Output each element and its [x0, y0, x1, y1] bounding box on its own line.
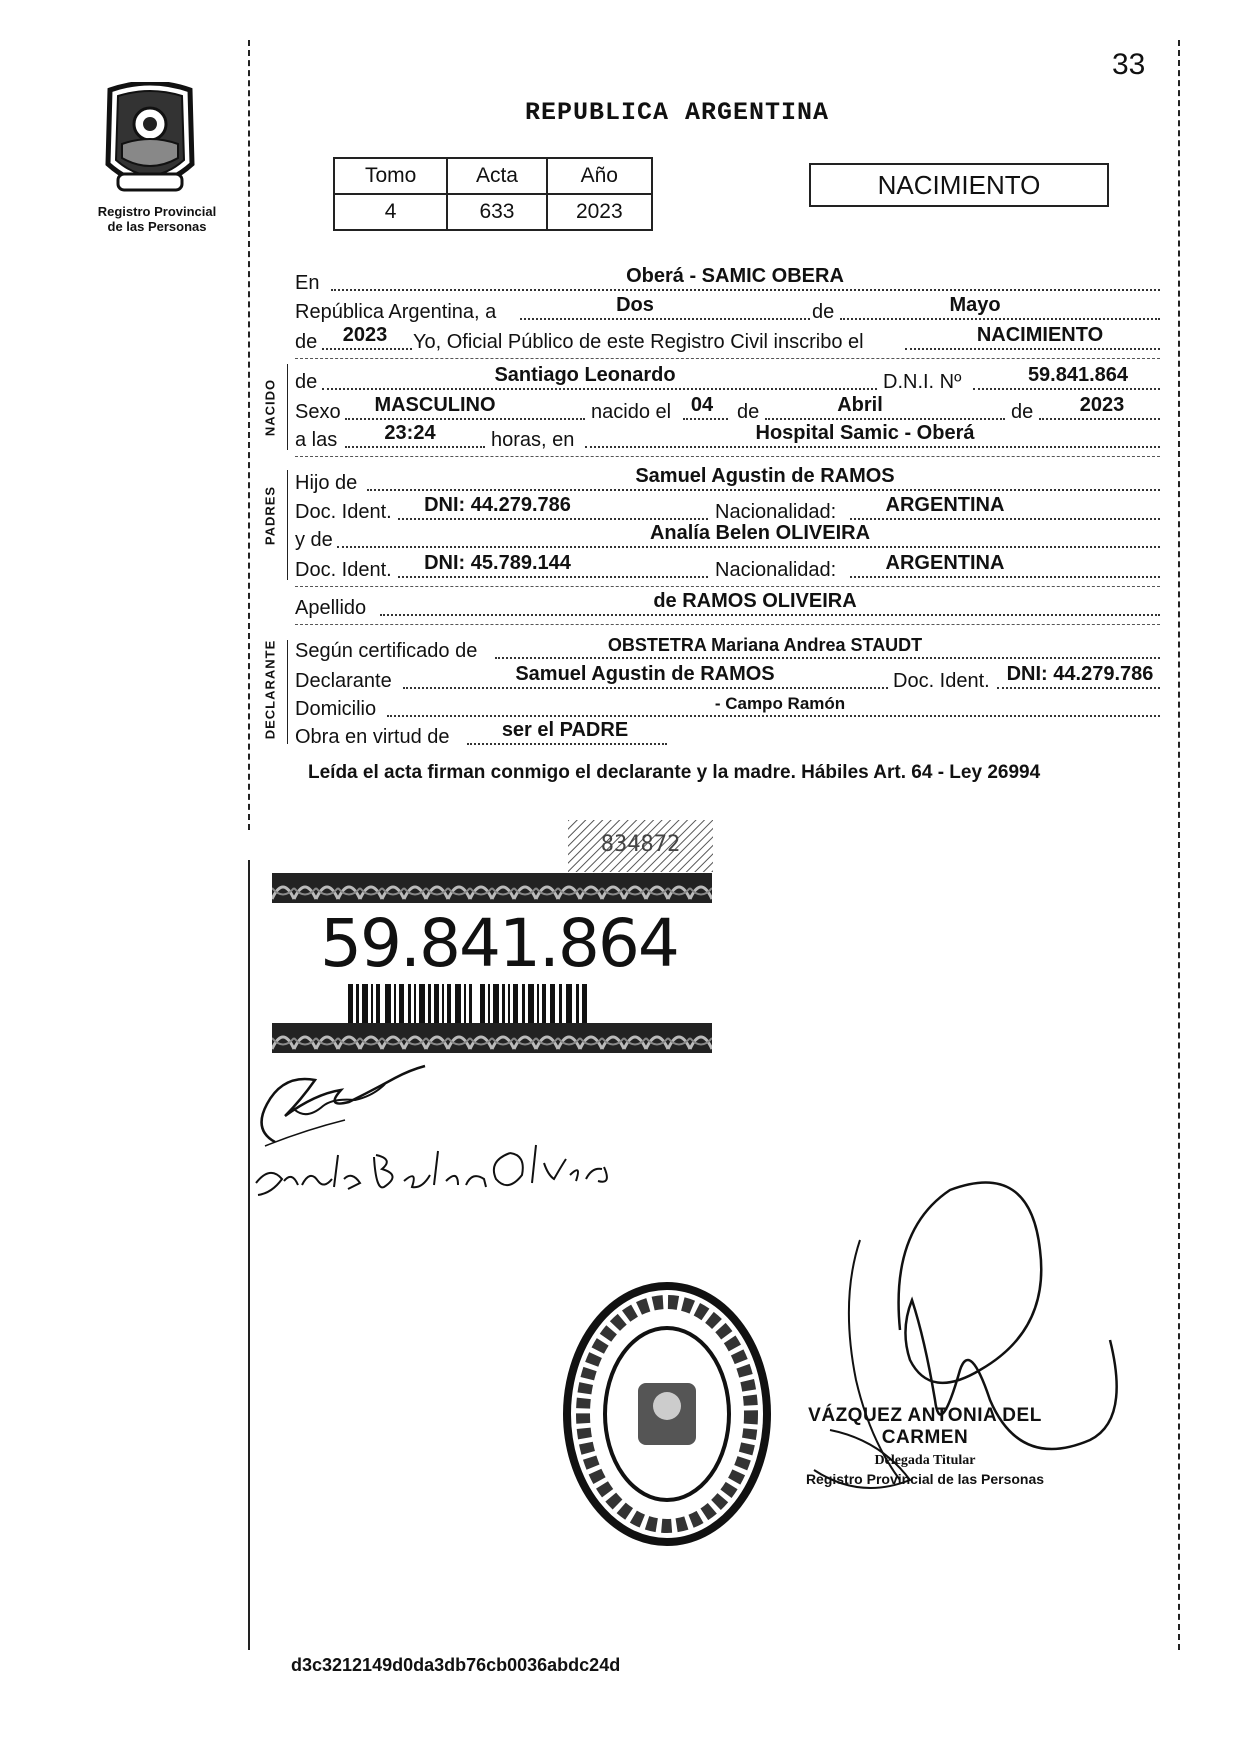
value-father-name: Samuel Agustin de RAMOS [635, 465, 895, 487]
header-tomo: Tomo [334, 158, 447, 194]
value-by-virtue-of: ser el PADRE [501, 719, 629, 741]
label-en: En [295, 272, 320, 294]
label-sexo: Sexo [295, 401, 341, 423]
value-child-name: Santiago Leonardo [494, 364, 676, 386]
row-mother-doc [295, 552, 1160, 585]
label-de-2: de [295, 331, 318, 353]
label-nacionalidad-2: Nacionalidad: [715, 559, 837, 581]
section-bar-nacido [287, 364, 288, 450]
sticker-band-top [272, 873, 712, 903]
value-acta: 633 [447, 194, 546, 230]
row-declarant [295, 663, 1160, 696]
province-emblem-logo [100, 82, 200, 200]
value-mother-name: Analía Belen OLIVEIRA [649, 522, 871, 544]
label-apellido: Apellido [295, 597, 367, 619]
mother-signature [252, 1135, 612, 1205]
stamp-code: 834872 [600, 832, 681, 857]
security-stamp [568, 820, 713, 872]
row-certificate [295, 636, 1160, 666]
section-bar-padres [287, 470, 288, 580]
official-role: Delegada Titular [874, 1453, 976, 1468]
section-label-padres: PADRES [262, 485, 278, 546]
row-time-place [295, 422, 1160, 455]
value-year: 2023 [342, 324, 388, 346]
row-registration [295, 324, 1160, 357]
record-type-box: NACIMIENTO [809, 163, 1109, 207]
official-block [790, 1405, 1060, 1487]
left-margin-line-lower [248, 860, 250, 1650]
registry-name-line1: Registro Provincial [97, 204, 217, 219]
value-month: Mayo [949, 294, 1001, 316]
label-yo: Yo, Oficial Público de este Registro Civil inscribo el [413, 331, 864, 353]
label-nacionalidad-1: Nacionalidad: [715, 501, 837, 523]
page-number: 33 [1112, 48, 1146, 81]
section-bar-declarante [287, 640, 288, 744]
row-child-name [295, 364, 1160, 397]
label-a-las: a las [295, 429, 338, 451]
label-de-4: de [737, 401, 760, 423]
value-day-words: Dos [616, 294, 654, 316]
right-margin-line [1178, 40, 1180, 1650]
section-label-nacido: NACIDO [262, 378, 278, 437]
registry-seal [560, 1278, 775, 1550]
value-child-dni: 59.841.864 [1027, 364, 1129, 386]
registry-name-line2: de las Personas [107, 219, 207, 234]
label-obra: Obra en virtud de [295, 726, 450, 748]
value-record-kind: NACIMIENTO [976, 324, 1104, 346]
value-anio: 2023 [547, 194, 652, 230]
label-horas-en: horas, en [491, 429, 575, 451]
label-doc-ident-3: Doc. Ident. [893, 670, 990, 692]
value-declarant-doc: DNI: 44.279.786 [1006, 663, 1154, 685]
row-surname [295, 590, 1160, 623]
row-place [295, 265, 1160, 298]
value-mother-nationality: ARGENTINA [885, 552, 1005, 574]
label-segun: Según certificado de [295, 640, 478, 662]
sticker-band-bottom [272, 1023, 712, 1053]
header-anio: Año [547, 158, 652, 194]
label-doc-ident-2: Doc. Ident. [295, 559, 392, 581]
label-dni-no: D.N.I. Nº [883, 371, 962, 393]
label-de-5: de [1011, 401, 1034, 423]
registry-name [92, 204, 222, 234]
value-place: Oberá - SAMIC OBERA [626, 265, 844, 287]
header-acta: Acta [447, 158, 546, 194]
label-hijo-de: Hijo de [295, 472, 358, 494]
section-label-declarante: DECLARANTE [262, 639, 278, 740]
label-domicilio: Domicilio [295, 698, 377, 720]
value-tomo: 4 [334, 194, 447, 230]
left-margin-line [248, 40, 250, 830]
value-certificate-by: OBSTETRA Mariana Andrea STAUDT [607, 635, 923, 655]
row-address [295, 694, 1160, 724]
barcode [348, 984, 588, 1026]
value-birth-year: 2023 [1079, 394, 1125, 416]
value-declarant-name: Samuel Agustin de RAMOS [515, 663, 775, 685]
value-surname: de RAMOS OLIVEIRA [653, 590, 857, 612]
label-nacido-el: nacido el [591, 401, 672, 423]
value-mother-doc: DNI: 45.789.144 [424, 552, 571, 574]
value-birth-day: 04 [690, 394, 714, 416]
value-birth-month: Abril [837, 394, 883, 416]
closing-note: Leída el acta firman conmigo el declarante y la madre. Hábiles Art. 64 - Ley 26994 [308, 762, 1041, 783]
value-birth-place: Hospital Samic - Oberá [755, 422, 975, 444]
label-doc-ident-1: Doc. Ident. [295, 501, 392, 523]
label-de-3: de [295, 371, 318, 393]
value-father-doc: DNI: 44.279.786 [424, 494, 571, 516]
value-father-nationality: ARGENTINA [885, 494, 1005, 516]
official-office: Registro Provincial de las Personas [805, 1471, 1045, 1487]
value-sex: MASCULINO [374, 394, 496, 416]
label-republica: República Argentina, a [295, 301, 497, 323]
dni-sticker-number: 59.841.864 [320, 905, 678, 982]
country-title: REPUBLICA ARGENTINA [525, 98, 830, 127]
row-date [295, 294, 1160, 327]
label-declarante: Declarante [295, 670, 392, 692]
label-de-1: de [812, 301, 835, 323]
label-y-de: y de [295, 529, 333, 551]
official-name: VÁZQUEZ ANTONIA DEL CARMEN [808, 1405, 1042, 1448]
value-birth-time: 23:24 [384, 422, 436, 444]
record-table [333, 157, 653, 231]
row-mother [295, 522, 1160, 555]
row-by-virtue [295, 719, 1160, 752]
value-address: - Campo Ramón [714, 694, 846, 713]
document-hash: d3c3212149d0da3db76cb0036abdc24d [291, 1655, 621, 1675]
